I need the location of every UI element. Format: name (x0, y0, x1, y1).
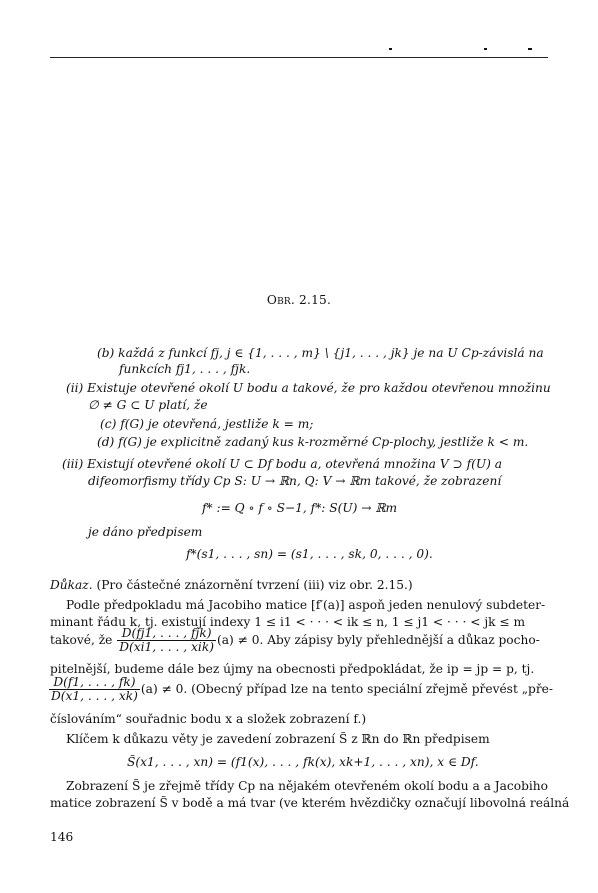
proof-p1-line3: takové, že $\frac{\text{D(fj1, . . . , fjk)}}{\text{D(xi1, . . . , xik)}}$ (a) ≠ 0. Aby zápisy byly přehlednější a důkaz pocho- (50, 626, 540, 654)
proof-p1-line4: pitelnější, budeme dále bez újmy na obecnosti předpokládat, že ip = jp = p, tj. (50, 662, 535, 676)
je-dano-text: je dáno předpisem (88, 525, 203, 539)
item-iii-line1: (iii) Existují otevřené okolí U ⊂ Df bodu a, otevřená množina V ⊃ f(U) a (62, 457, 503, 471)
header-mark (389, 48, 392, 50)
item-c: (c) f(G) je otevřená, jestliže k = m; (100, 417, 314, 431)
equation-s-tilde: S̃(x1, . . . , xn) = (f1(x), . . . , fk(x), xk+1, . . . , xn), x ∈ Df. (127, 755, 479, 769)
proof-intro (50, 578, 413, 592)
jacobian-fraction: $\frac{\text{D(fj1, . . . , fjk)}}{\text{D(xi1, . . . , xik)}}$ (119, 626, 214, 654)
page-number: 146 (50, 830, 74, 844)
item-b-line2: funkcích fj1, . . . , fjk. (119, 362, 251, 376)
header-mark (484, 48, 487, 50)
proof-p1-line5: $\frac{D(f1, . . . , fk)}{D(x1, . . . , xk)}$ (a) ≠ 0. (Obecný případ lze na tento speciální zřejmě převést „pře- (51, 675, 553, 703)
header-mark (528, 48, 532, 50)
proof-label: Důkaz. (50, 578, 93, 592)
item-d: (d) f(G) je explicitně zadaný kus k-rozměrné Cp-plochy, jestliže k < m. (97, 435, 529, 449)
proof-p3-line2: matice zobrazení S̃ v bodě a má tvar (ve kterém hvězdičky označují libovolná reálná (50, 796, 570, 810)
jacobian-fraction-special: $\frac{D(f1, . . . , fk)}{D(x1, . . . , xk)}$ (51, 675, 138, 703)
item-ii-line1: (ii) Existuje otevřené okolí U bodu a takové, že pro každou otevřenou množinu (66, 381, 551, 395)
proof-p3-line1: Zobrazení S̃ je zřejmě třídy Cp na nějakém otevřeném okolí bodu a a Jacobiho (66, 779, 548, 793)
proof-intro-text: (Pro částečné znázornění tvrzení (iii) viz obr. 2.15.) (92, 578, 413, 592)
item-ii-line2: ∅ ≠ G ⊂ U platí, že (88, 398, 208, 412)
header-rule (50, 57, 548, 58)
proof-p1-line1: Podle předpokladu má Jacobiho matice [f′(a)] aspoň jeden nenulový subdeter- (66, 598, 546, 612)
figure-caption: Obr. 2.15. (266, 293, 332, 307)
item-iii-line2: difeomorfismy třídy Cp S: U → ℝn, Q: V → ℝm takové, že zobrazení (88, 474, 502, 488)
proof-p2-line1: Klíčem k důkazu věty je zavedení zobrazení S̃ z ℝn do ℝn předpisem (66, 732, 490, 746)
proof-p1-line6: číslováním“ souřadnic bodu x a složek zobrazení f.) (50, 712, 367, 726)
equation-f-star-values: f*(s1, . . . , sn) = (s1, . . . , sk, 0, . . . , 0). (186, 547, 433, 561)
item-b-line1: (b) každá z funkcí fj, j ∈ {1, . . . , m} \ {j1, . . . , jk} je na U Cp-závislá na (97, 346, 544, 360)
proof-p1-line2: minant řádu k, tj. existují indexy 1 ≤ i1 < · · · < ik ≤ n, 1 ≤ j1 < · · · < jk ≤ m (50, 615, 526, 629)
equation-f-star: f* := Q ∘ f ∘ S−1, f*: S(U) → ℝm (202, 501, 398, 515)
